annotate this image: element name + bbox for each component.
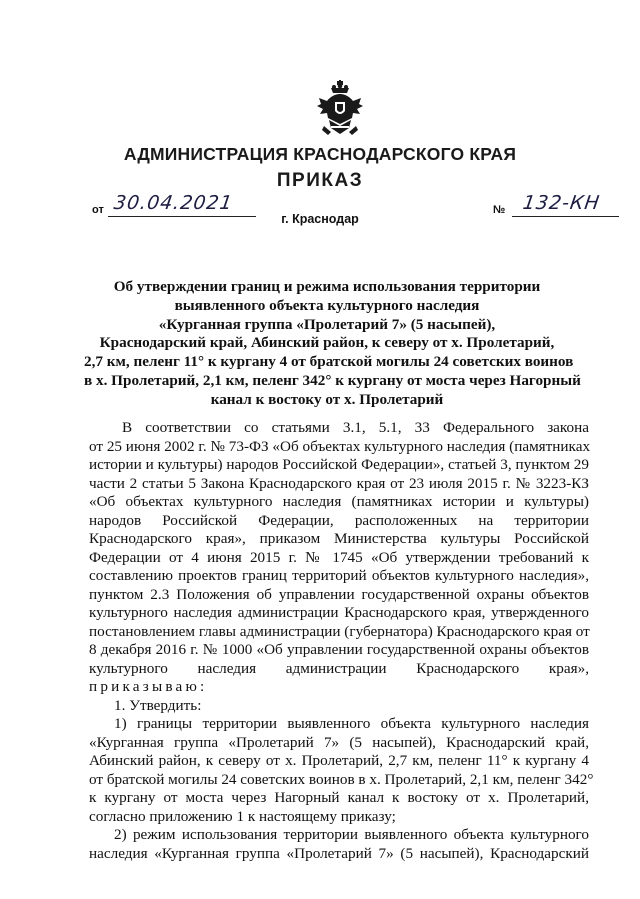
title-line: выявленного объекта культурного наследия	[174, 296, 480, 314]
title-line: Краснодарский край, Абинский район, к северу от х. Пролетарий,	[99, 334, 555, 352]
body-line: 8 декабря 2016 г. № 1000 «Об управлении государственной охраны объектов	[89, 641, 589, 658]
body-line: 1) границы территории выявленного объекта культурного наследия	[114, 715, 589, 732]
body-line-directive: приказываю:	[89, 678, 208, 695]
title-line: Об утверждении границ и режима использования территории	[113, 278, 541, 295]
body-line: от 25 июня 2002 г. № 73-ФЗ «Об объектах культурного наследия (памятниках	[89, 437, 591, 455]
handwritten-date: 30.04.2021	[112, 192, 235, 214]
body-line: народов Российской Федерации, расположенных на территории	[89, 511, 589, 529]
order-body	[89, 419, 594, 863]
body-line: Абинский район, к северу от х. Пролетарий, 2,7 км, пеленг 11° к кургану 4	[89, 752, 589, 769]
body-line: «Об объектах культурного наследия (памятниках истории и культуры)	[89, 493, 589, 510]
handwritten-number: 132-КН	[521, 192, 602, 214]
body-line: от братской могилы 24 советских воинов в х. Пролетарий, 2,1 км, пеленг 342°	[89, 770, 594, 788]
body-line: 2) режим использования территории выявленного объекта культурного	[114, 826, 589, 843]
body-line: истории и культуры) народов Российской Федерации», статьей 3, пунктом 29	[89, 456, 589, 473]
body-line: В соответствии со статьями 3.1, 5.1, 33 Федерального закона	[122, 419, 589, 436]
body-line: Краснодарского края», приказом Министерства культуры Российской	[89, 530, 589, 547]
body-line: «Курганная группа «Пролетарий 7» (5 насыпей), Краснодарский край,	[89, 733, 589, 751]
coat-of-arms-emblem	[315, 80, 365, 138]
body-line: части 2 статьи 5 Закона Краснодарского края от 23 июля 2015 г. № 3223-КЗ	[89, 474, 589, 492]
organization-name: АДМИНИСТРАЦИЯ КРАСНОДАРСКОГО КРАЯ	[123, 144, 517, 164]
title-line: канал к востоку от х. Пролетарий	[210, 390, 444, 408]
order-title	[84, 278, 581, 410]
number-label: №	[493, 204, 506, 216]
body-line: к кургану от моста через Нагорный канал к востоку от х. Пролетарий,	[89, 789, 589, 806]
body-line: культурного наследия администрации Краснодарского края, утвержденного	[89, 604, 589, 621]
body-line: составлению проектов границ территорий объектов культурного наследия»,	[89, 567, 589, 584]
body-line: Федерации от 4 июня 2015 г. № 1745 «Об утверждении требований к	[89, 548, 589, 566]
body-line: 1. Утвердить:	[114, 696, 202, 714]
body-line: наследия «Курганная группа «Пролетарий 7» (5 насыпей), Краснодарский	[89, 844, 589, 862]
body-line: пунктом 2.3 Положения об управлении государственной охраны объектов	[89, 585, 589, 603]
title-line: «Курганная группа «Пролетарий 7» (5 насыпей),	[158, 315, 496, 333]
title-line: 2,7 км, пеленг 11° к кургану 4 от братской могилы 24 советских воинов	[84, 353, 574, 371]
date-label: от	[92, 204, 104, 216]
body-line: согласно приложению 1 к настоящему приказу;	[89, 807, 396, 825]
document-type: ПРИКАЗ	[276, 170, 364, 191]
body-line: культурного наследия администрации Краснодарского края»,	[89, 659, 589, 677]
body-line: постановлением главы администрации (губернатора) Краснодарского края от	[89, 622, 590, 640]
city-line: г. Краснодар	[281, 212, 359, 226]
title-line: в х. Пролетарий, 2,1 км, пеленг 342° к кургану от моста через Нагорный	[84, 371, 581, 389]
